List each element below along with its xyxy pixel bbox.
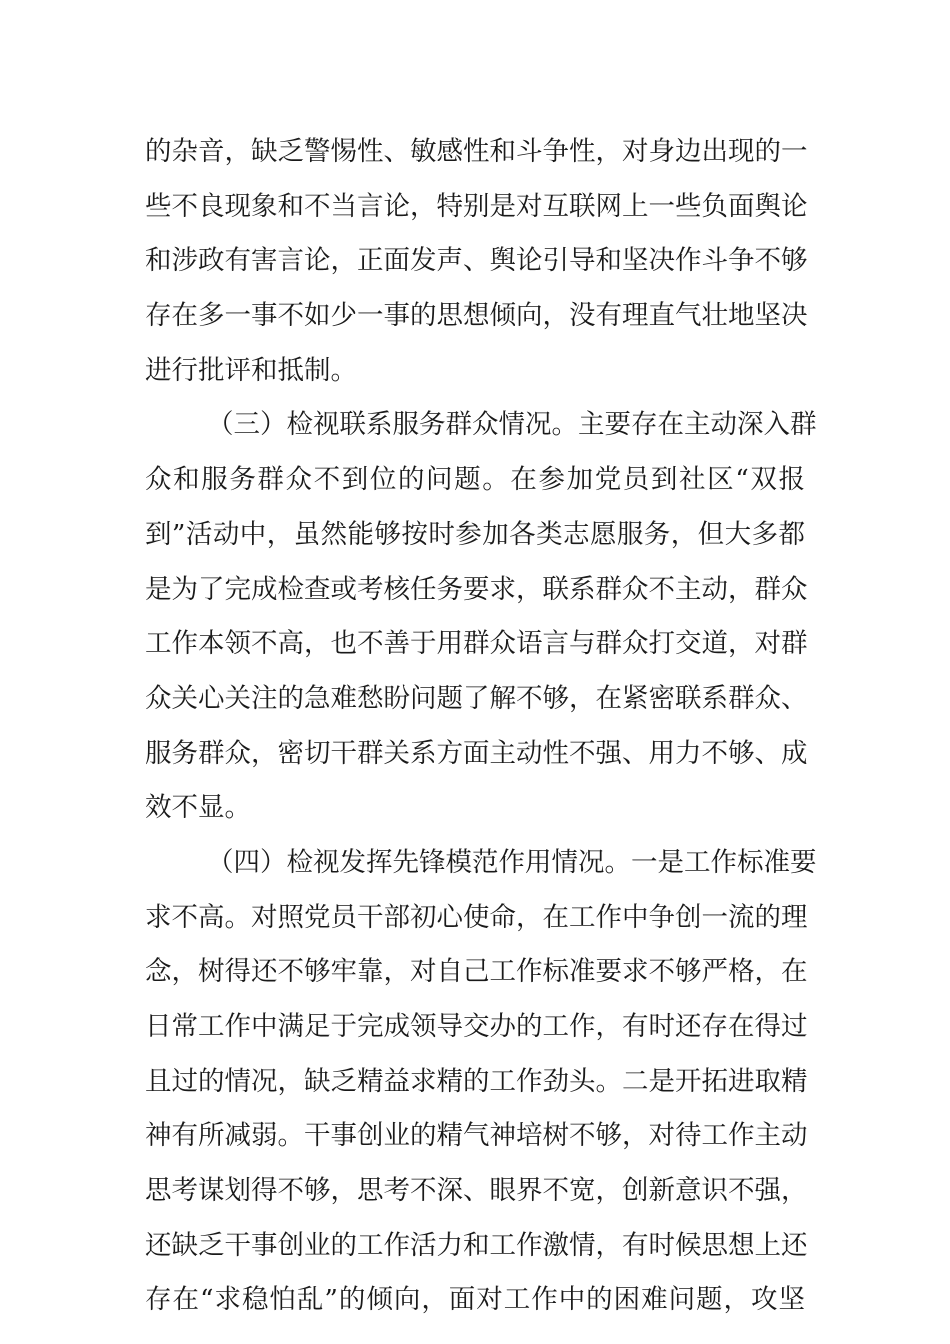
section-heading-line-3: （三）检视联系服务群众情况。主要存在主动深入群 <box>207 409 817 441</box>
paragraph-line: 到”活动中，虽然能够按时参加各类志愿服务，但大多都 <box>145 518 805 550</box>
paragraph-line: 存在多一事不如少一事的思想倾向，没有理直气壮地坚决 <box>145 300 808 332</box>
paragraph-line: 和涉政有害言论，正面发声、舆论引导和坚决作斗争不够 <box>145 245 808 277</box>
paragraph-line: 效不显。 <box>145 792 251 824</box>
paragraph-line: 还缺乏干事创业的工作活力和工作激情，有时候思想上还 <box>145 1229 808 1261</box>
paragraph-line: 存在“求稳怕乱”的倾向，面对工作中的困难问题，攻坚 <box>145 1284 805 1316</box>
paragraph-line: 神有所减弱。干事创业的精气神培树不够，对待工作主动 <box>145 1120 808 1152</box>
paragraph-line: 且过的情况，缺乏精益求精的工作劲头。二是开拓进取精 <box>145 1065 808 1097</box>
paragraph-line: 思考谋划得不够，思考不深、眼界不宽，创新意识不强， <box>145 1175 808 1207</box>
paragraph-line: 工作本领不高，也不善于用群众语言与群众打交道，对群 <box>145 628 808 660</box>
paragraph-line: 是为了完成检查或考核任务要求，联系群众不主动，群众 <box>145 573 808 605</box>
paragraph-line: 众关心关注的急难愁盼问题了解不够，在紧密联系群众、 <box>145 682 808 714</box>
paragraph-line: 进行批评和抵制。 <box>145 354 357 386</box>
paragraph-line: 些不良现象和不当言论，特别是对互联网上一些负面舆论 <box>145 190 808 222</box>
paragraph-line: 念，树得还不够牢靠，对自己工作标准要求不够严格，在 <box>145 956 808 988</box>
paragraph-line: 求不高。对照党员干部初心使命，在工作中争创一流的理 <box>145 901 808 933</box>
paragraph-line: 的杂音，缺乏警惕性、敏感性和斗争性，对身边出现的一 <box>145 136 808 167</box>
paragraph-line: 众和服务群众不到位的问题。在参加党员到社区“双报 <box>145 464 805 496</box>
section-heading-line-4: （四）检视发挥先锋模范作用情况。一是工作标准要 <box>207 846 817 878</box>
document-body <box>145 125 817 1328</box>
paragraph-line: 服务群众，密切干群关系方面主动性不强、用力不够、成 <box>145 737 808 769</box>
paragraph-line: 日常工作中满足于完成领导交办的工作，有时还存在得过 <box>145 1011 808 1042</box>
